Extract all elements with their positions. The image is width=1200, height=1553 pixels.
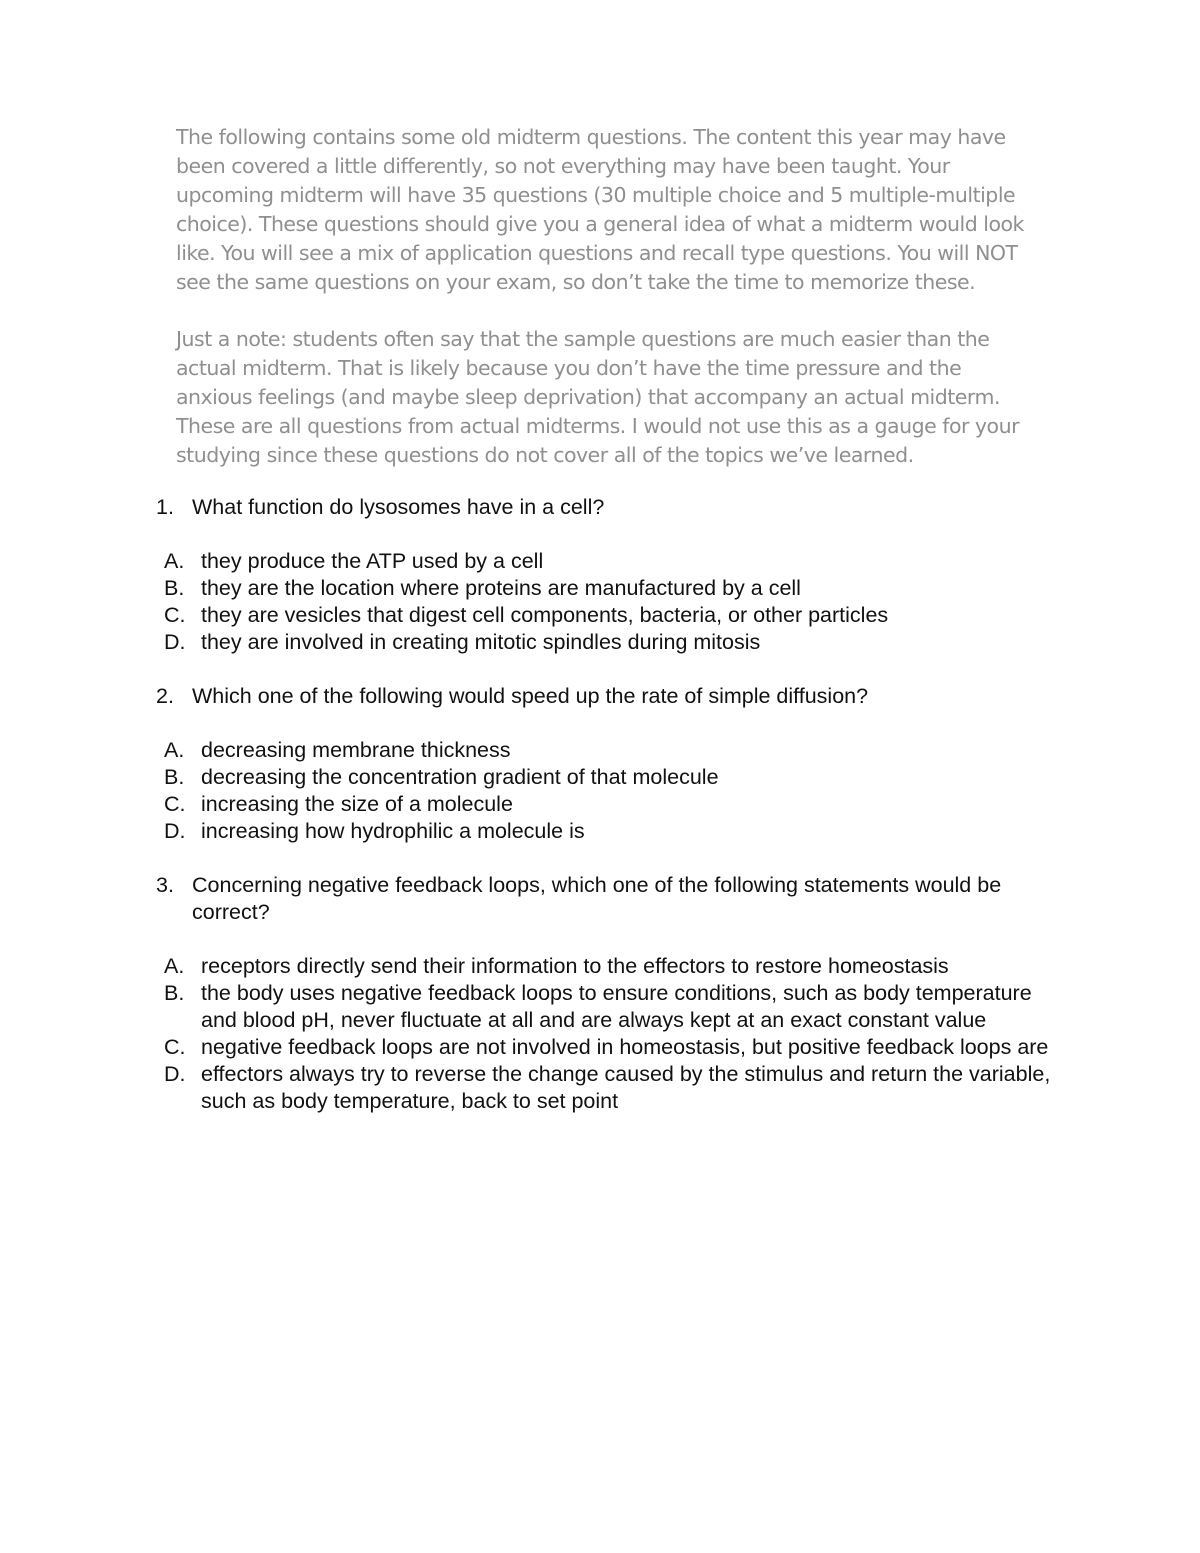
choice-text: decreasing membrane thickness bbox=[201, 738, 511, 762]
question-stem bbox=[156, 683, 1056, 710]
choice-text: effectors always try to reverse the change caused by the stimulus and return the variable, such as body temperature, back to set point bbox=[201, 1062, 1051, 1113]
choice-letter: A. bbox=[164, 738, 185, 762]
choice-letter: B. bbox=[164, 576, 185, 600]
answer-choice-a bbox=[156, 737, 1056, 764]
answer-choices bbox=[156, 737, 1056, 845]
question-stem bbox=[156, 494, 1056, 521]
question-2 bbox=[156, 683, 1056, 845]
answer-choice-c bbox=[156, 1034, 1056, 1061]
choice-text: the body uses negative feedback loops to ensure conditions, such as body temperature and blood pH, never fluctuate at all and are always kept at an exact constant value bbox=[201, 981, 1032, 1032]
choice-text: they are involved in creating mitotic spindles during mitosis bbox=[201, 630, 761, 654]
choice-letter: A. bbox=[164, 954, 185, 978]
choice-text: decreasing the concentration gradient of that molecule bbox=[201, 765, 719, 789]
choice-letter: C. bbox=[164, 792, 186, 816]
choice-text: they are the location where proteins are manufactured by a cell bbox=[201, 576, 801, 600]
choice-text: negative feedback loops are not involved in homeostasis, but positive feedback loops are bbox=[201, 1035, 1049, 1059]
answer-choice-d bbox=[156, 629, 1056, 656]
choice-letter: D. bbox=[164, 630, 186, 654]
intro-paragraph: The following contains some old midterm questions. The content this year may have been covered a little differently, so not everything may have been taught. Your upcoming midterm will have 35 questions (30 multiple choice and 5 multiple-multiple choice). These questions should give you a general idea of what a midterm would look like. You will see a mix of application questions and recall type questions. You will NOT see the same questions on your exam, so don’t take the time to memorize these. bbox=[176, 125, 1024, 294]
question-text: Which one of the following would speed up the rate of simple diffusion? bbox=[192, 684, 869, 708]
question-text: What function do lysosomes have in a cell? bbox=[192, 495, 605, 519]
question-1 bbox=[156, 494, 1056, 656]
answer-choice-b bbox=[156, 980, 1056, 1034]
question-number: 3. bbox=[156, 873, 174, 897]
note-paragraph: Just a note: students often say that the sample questions are much easier than the actual midterm. That is likely because you don’t have the time pressure and the anxious feelings (and maybe sleep deprivation) that accompany an actual midterm. These are all questions from actual midterms. I would not use this as a gauge for your studying since these questions do not cover all of the topics we’ve learned. bbox=[176, 327, 1020, 467]
choice-letter: B. bbox=[164, 765, 185, 789]
choice-text: increasing how hydrophilic a molecule is bbox=[201, 819, 585, 843]
choice-letter: B. bbox=[164, 981, 185, 1005]
question-number: 1. bbox=[156, 495, 174, 519]
answer-choices bbox=[156, 953, 1056, 1115]
answer-choice-c bbox=[156, 791, 1056, 818]
choice-text: they produce the ATP used by a cell bbox=[201, 549, 544, 573]
choice-text: receptors directly send their information to the effectors to restore homeostasis bbox=[201, 954, 949, 978]
choice-letter: A. bbox=[164, 549, 185, 573]
question-text: Concerning negative feedback loops, which one of the following statements would be correct? bbox=[192, 873, 1002, 924]
question-number: 2. bbox=[156, 684, 174, 708]
choice-text: they are vesicles that digest cell components, bacteria, or other particles bbox=[201, 603, 889, 627]
answer-choices bbox=[156, 548, 1056, 656]
question-3 bbox=[156, 872, 1056, 1115]
answer-choice-b bbox=[156, 575, 1056, 602]
answer-choice-b bbox=[156, 764, 1056, 791]
answer-choice-d bbox=[156, 818, 1056, 845]
answer-choice-c bbox=[156, 602, 1056, 629]
answer-choice-d bbox=[156, 1061, 1056, 1115]
question-list bbox=[156, 494, 1056, 1142]
choice-letter: D. bbox=[164, 1062, 186, 1086]
answer-choice-a bbox=[156, 548, 1056, 575]
choice-letter: C. bbox=[164, 1035, 186, 1059]
question-stem bbox=[156, 872, 1056, 926]
choice-text: increasing the size of a molecule bbox=[201, 792, 513, 816]
choice-letter: C. bbox=[164, 603, 186, 627]
answer-choice-a bbox=[156, 953, 1056, 980]
choice-letter: D. bbox=[164, 819, 186, 843]
